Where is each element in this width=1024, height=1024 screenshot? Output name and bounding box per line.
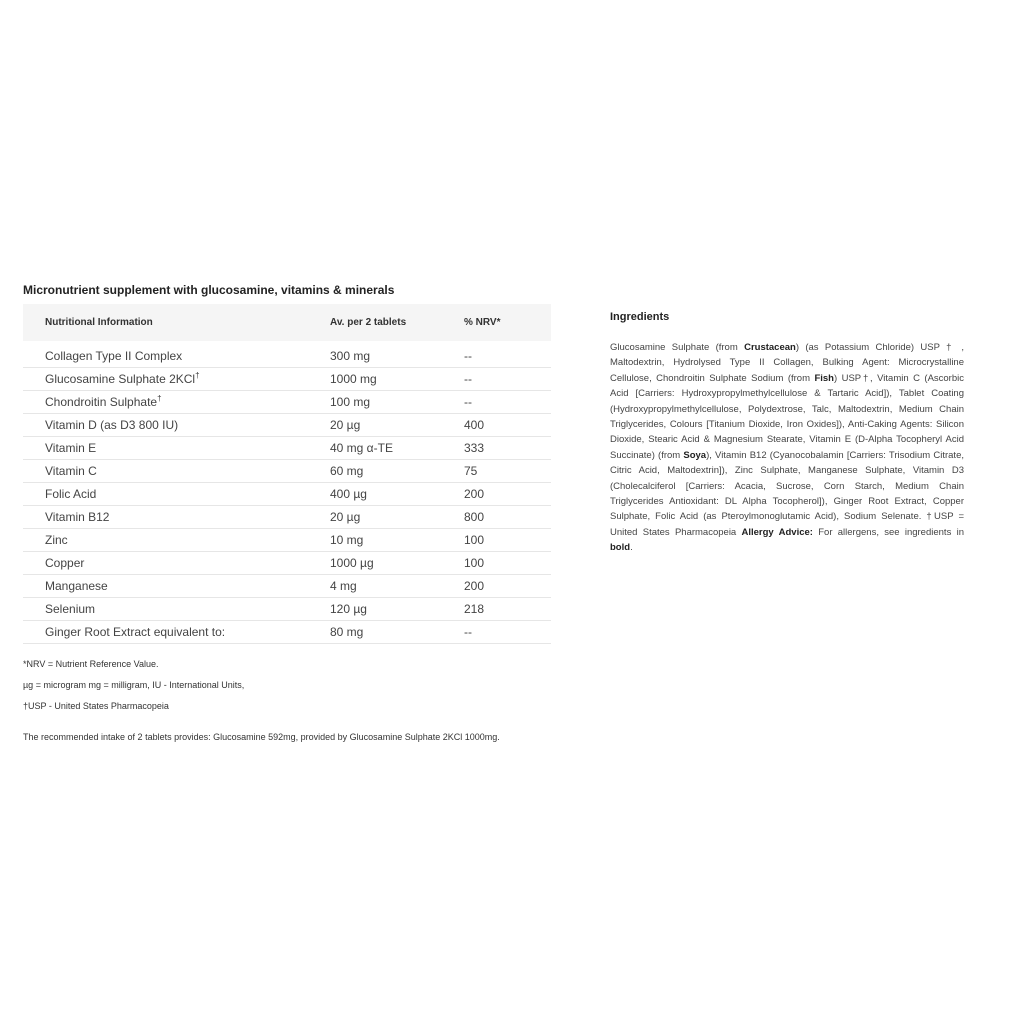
nutrient-amount: 300 mg [330,345,464,368]
nutrient-name-text: Vitamin E [45,441,97,455]
nutrient-name [23,552,330,575]
nutrient-name-text: Selenium [45,602,96,616]
nutrient-name [23,437,330,460]
table-row [23,552,551,575]
nutrient-amount: 20 µg [330,414,464,437]
header-amount-per-2-tablets: Av. per 2 tablets [330,304,464,341]
ingredients-heading: Ingredients [610,311,670,323]
table-row [23,529,551,552]
table-row [23,391,551,414]
ingredients-text [610,340,964,556]
nutrient-nrv: 218 [464,598,551,621]
nutrient-name-text: Vitamin C [45,464,97,478]
nutrient-name [23,575,330,598]
nutrient-name [23,529,330,552]
nutrient-nrv: 800 [464,506,551,529]
nutrient-amount: 10 mg [330,529,464,552]
nutrient-amount: 4 mg [330,575,464,598]
nutrient-name-text: Chondroitin Sulphate [45,395,158,409]
table-row [23,598,551,621]
nutrient-nrv: 200 [464,575,551,598]
dagger-marker: † [195,371,200,380]
nutrient-name [23,345,330,368]
nutrient-amount: 60 mg [330,460,464,483]
ingredient-text-segment: ), Vitamin B12 (Cyanocobalamin [Carriers: Trisodium Citrate, Citric Acid, Maltodextrin]), Zinc Sulphate, Manganese Sulphate, Vitamin D3 (Cholecalciferol [Carriers: Acacia, Sucrose, Corn Starch, Medium Chain Triglycerides Antioxidant: DL Alpha Tocopherol]), Ginger Root Extract, Copper Sulphate, Folic Acid (as Pteroylmonoglutamic Acid), Sodium Selenate. †USP = United States Pharmacopeia [610,449,964,538]
allergen-bold-text: Allergy Advice: [741,526,813,538]
nutrient-name [23,506,330,529]
nutrient-name [23,368,330,391]
nutrient-name [23,598,330,621]
nutrient-name [23,483,330,506]
recommended-intake-note: The recommended intake of 2 tablets provides: Glucosamine 592mg, provided by Glucosamine Sulphate 2KCl 1000mg. [23,732,500,742]
nutrient-nrv: 333 [464,437,551,460]
table-body [23,341,551,644]
nutrient-name [23,414,330,437]
nutrient-nrv: 200 [464,483,551,506]
table-row [23,345,551,368]
nutrient-name-text: Ginger Root Extract equivalent to: [45,625,226,639]
nutrient-amount: 100 mg [330,391,464,414]
nutrient-nrv: -- [464,368,551,391]
table-row [23,506,551,529]
table-row [23,414,551,437]
nutrient-name-text: Zinc [45,533,68,547]
nutrition-table [23,304,551,644]
nutrient-name [23,391,330,414]
nutrient-amount: 1000 mg [330,368,464,391]
footnote-units: µg = microgram mg = milligram, IU - International Units, [23,680,245,690]
nutrient-nrv: 100 [464,552,551,575]
nutrient-amount: 80 mg [330,621,464,644]
header-nutritional-information: Nutritional Information [23,304,330,341]
nutrient-name [23,460,330,483]
nutrient-name-text: Collagen Type II Complex [45,349,183,363]
ingredients-section [610,311,964,556]
table-row [23,437,551,460]
footnote-nrv: *NRV = Nutrient Reference Value. [23,659,159,669]
table-row [23,368,551,391]
nutrient-name-text: Glucosamine Sulphate 2KCl [45,372,196,386]
nutrient-name-text: Folic Acid [45,487,97,501]
header-nrv: % NRV* [464,304,551,341]
nutrient-name [23,621,330,644]
dagger-marker: † [157,394,162,403]
nutrient-name-text: Vitamin D (as D3 800 IU) [45,418,179,432]
table-row [23,621,551,644]
footnotes [23,658,583,752]
nutrient-amount: 1000 µg [330,552,464,575]
allergen-bold-text: bold [610,542,631,554]
table-header-row [23,304,551,341]
nutrient-nrv: 400 [464,414,551,437]
nutrient-amount: 40 mg α-TE [330,437,464,460]
ingredient-text-segment: . [630,542,633,554]
table-row [23,460,551,483]
ingredient-text-segment: ) USP†, Vitamin C (Ascorbic Acid [Carriers: Hydroxypropylmethylcellulose & Tartaric Acid]), Tablet Coating (Hydroxypropylmethylcellulose, Polydextrose, Talc, Maltodextrin, Medium Chain Triglycerides, Colours [Titanium Dioxide, Iron Oxides]), Anti-Caking Agents: Silicon Dioxide, Stearic Acid & Magnesium Stearate, Vitamin E (D-Alpha Tocopheryl Acid Succinate) (from [610,372,964,461]
nutrient-amount: 400 µg [330,483,464,506]
nutrient-name-text: Manganese [45,579,108,593]
ingredient-text-segment: Glucosamine Sulphate (from [610,342,745,353]
allergen-bold-text: Fish [814,372,834,384]
nutrient-nrv: -- [464,621,551,644]
allergen-bold-text: Soya [683,449,707,461]
nutrient-nrv: 100 [464,529,551,552]
nutrient-name-text: Copper [45,556,85,570]
nutrient-nrv: -- [464,345,551,368]
nutrient-amount: 20 µg [330,506,464,529]
table-row [23,575,551,598]
table-row [23,483,551,506]
allergen-bold-text: Crustacean [744,342,796,353]
nutrient-nrv: -- [464,391,551,414]
footnote-usp: †USP - United States Pharmacopeia [23,701,169,711]
ingredient-text-segment: ) (as Potassium Chloride) USP † , Maltodextrin, Hydrolysed Type II Collagen, Bulking Agent: Microcrystalline Cellulose, Chondroitin Sulphate Sodium (from [610,342,965,384]
page-title: Micronutrient supplement with glucosamine, vitamins & minerals [23,283,395,297]
ingredient-text-segment: For allergens, see ingredients in [812,526,964,538]
nutrient-name-text: Vitamin B12 [45,510,110,524]
nutrient-amount: 120 µg [330,598,464,621]
nutrient-nrv: 75 [464,460,551,483]
